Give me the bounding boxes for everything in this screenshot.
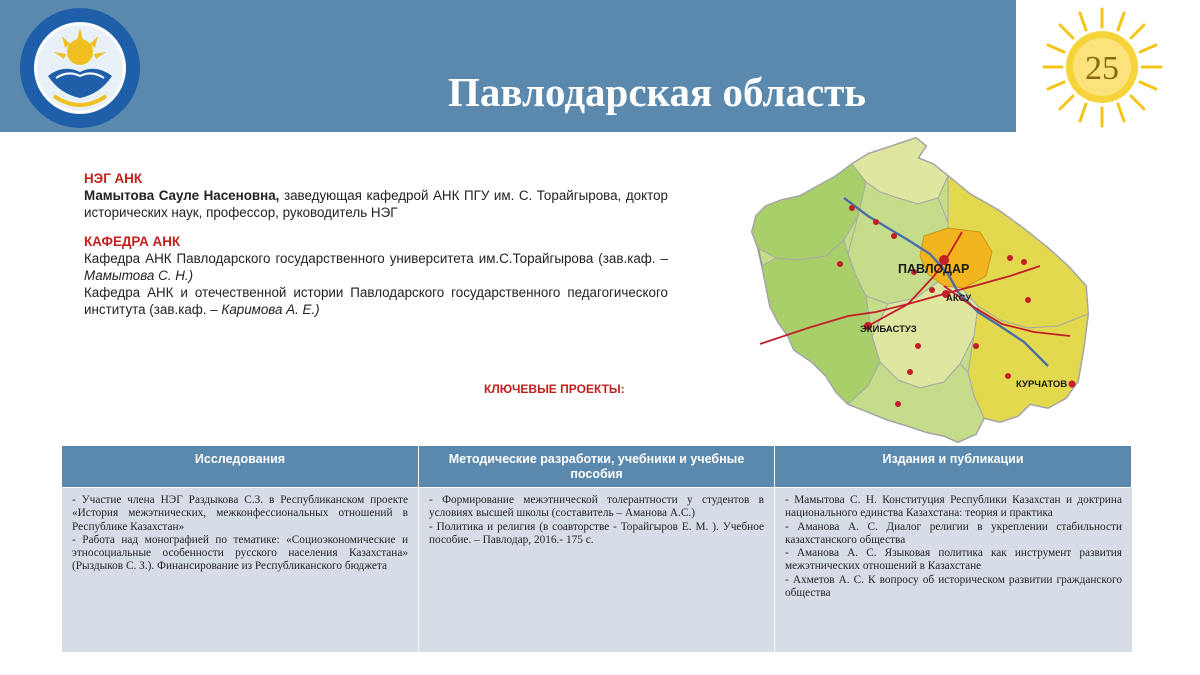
table-header-research: Исследования <box>62 446 419 487</box>
list-item: - Участие члена НЭГ Раздыкова С.З. в Республиканском проекте «История межэтнических, межконфессиональных отношений в Республике Казахстан» <box>72 494 408 533</box>
list-item: - Работа над монографией по тематике: «Социоэкономические и этносоциальные особенности русского населения Казахстана» (Рыздыков С. З.). Финансирование из Республиканского бюджета <box>72 533 408 573</box>
dept2-text: Кафедра АНК и отечественной истории Павлодарского государственного педагогического института (зав.каф. – <box>84 285 668 317</box>
neg-heading: НЭГ АНК <box>84 171 143 186</box>
map-label-kurchatov: КУРЧАТОВ <box>1016 379 1068 390</box>
dept-heading: КАФЕДРА АНК <box>84 234 181 249</box>
list-item: - Формирование межэтнической толерантности у студентов в условиях высшей школы (составитель – Аманова А.С.) <box>429 494 764 520</box>
table-cell-methodical <box>419 487 775 652</box>
map-label-pavlodar: ПАВЛОДАР <box>898 262 970 276</box>
table-header-methodical: Методические разработки, учебники и учебные пособия <box>419 446 775 487</box>
key-projects-heading: КЛЮЧЕВЫЕ ПРОЕКТЫ: <box>484 382 625 396</box>
assembly-emblem-icon <box>18 6 142 130</box>
table-cell-research <box>62 487 419 652</box>
map-label-aksu: АКСУ <box>946 293 972 304</box>
head-name: Мамытова Сауле Насеновна, <box>84 188 280 203</box>
dept1-paragraph <box>84 250 668 284</box>
list-item: - Аманова А. С. Диалог религии в укреплении стабильности казахстанского общества <box>785 520 1122 546</box>
table-cell-publications <box>775 487 1132 652</box>
dept2-italic: Каримова А. Е.) <box>221 302 320 317</box>
projects-table <box>62 446 1132 652</box>
table-header-publications: Издания и публикации <box>775 446 1132 487</box>
list-item: - Мамытова С. Н. Конституция Республики Казахстан и доктрина национального единства Казахстана: теория и практика <box>785 494 1122 520</box>
map-label-ekibastuz: ЭКИБАСТУЗ <box>860 324 917 335</box>
kurchatov-dot <box>1069 381 1076 388</box>
head-desc: заведующая кафедрой АНК ПГУ им. С. Торайгырова, доктор исторических наук, профессор, руководитель НЭГ <box>84 188 668 220</box>
sun-25-icon <box>1030 5 1175 130</box>
region-map <box>748 136 1093 448</box>
info-block <box>84 170 668 318</box>
svg-text:25: 25 <box>1085 50 1119 87</box>
dept2-paragraph <box>84 284 668 318</box>
dept1-text: Кафедра АНК Павлодарского государственного университета им.С.Торайгырова (зав.каф. – <box>84 251 668 266</box>
list-item: - Ахметов А. С. К вопросу об историческом развитии гражданского общества <box>785 573 1122 600</box>
list-item: - Политика и религия (в соавторстве - Торайгыров Е. М. ). Учебное пособие. – Павлодар, 2016.- 175 с. <box>429 520 764 546</box>
neg-head-paragraph <box>84 187 668 221</box>
page-title: Павлодарская область <box>448 69 866 115</box>
list-item: - Аманова А. С. Языковая политика как инструмент развития межэтнических отношений в Казахстане <box>785 547 1122 573</box>
dept1-italic: Мамытова С. Н.) <box>84 268 194 283</box>
